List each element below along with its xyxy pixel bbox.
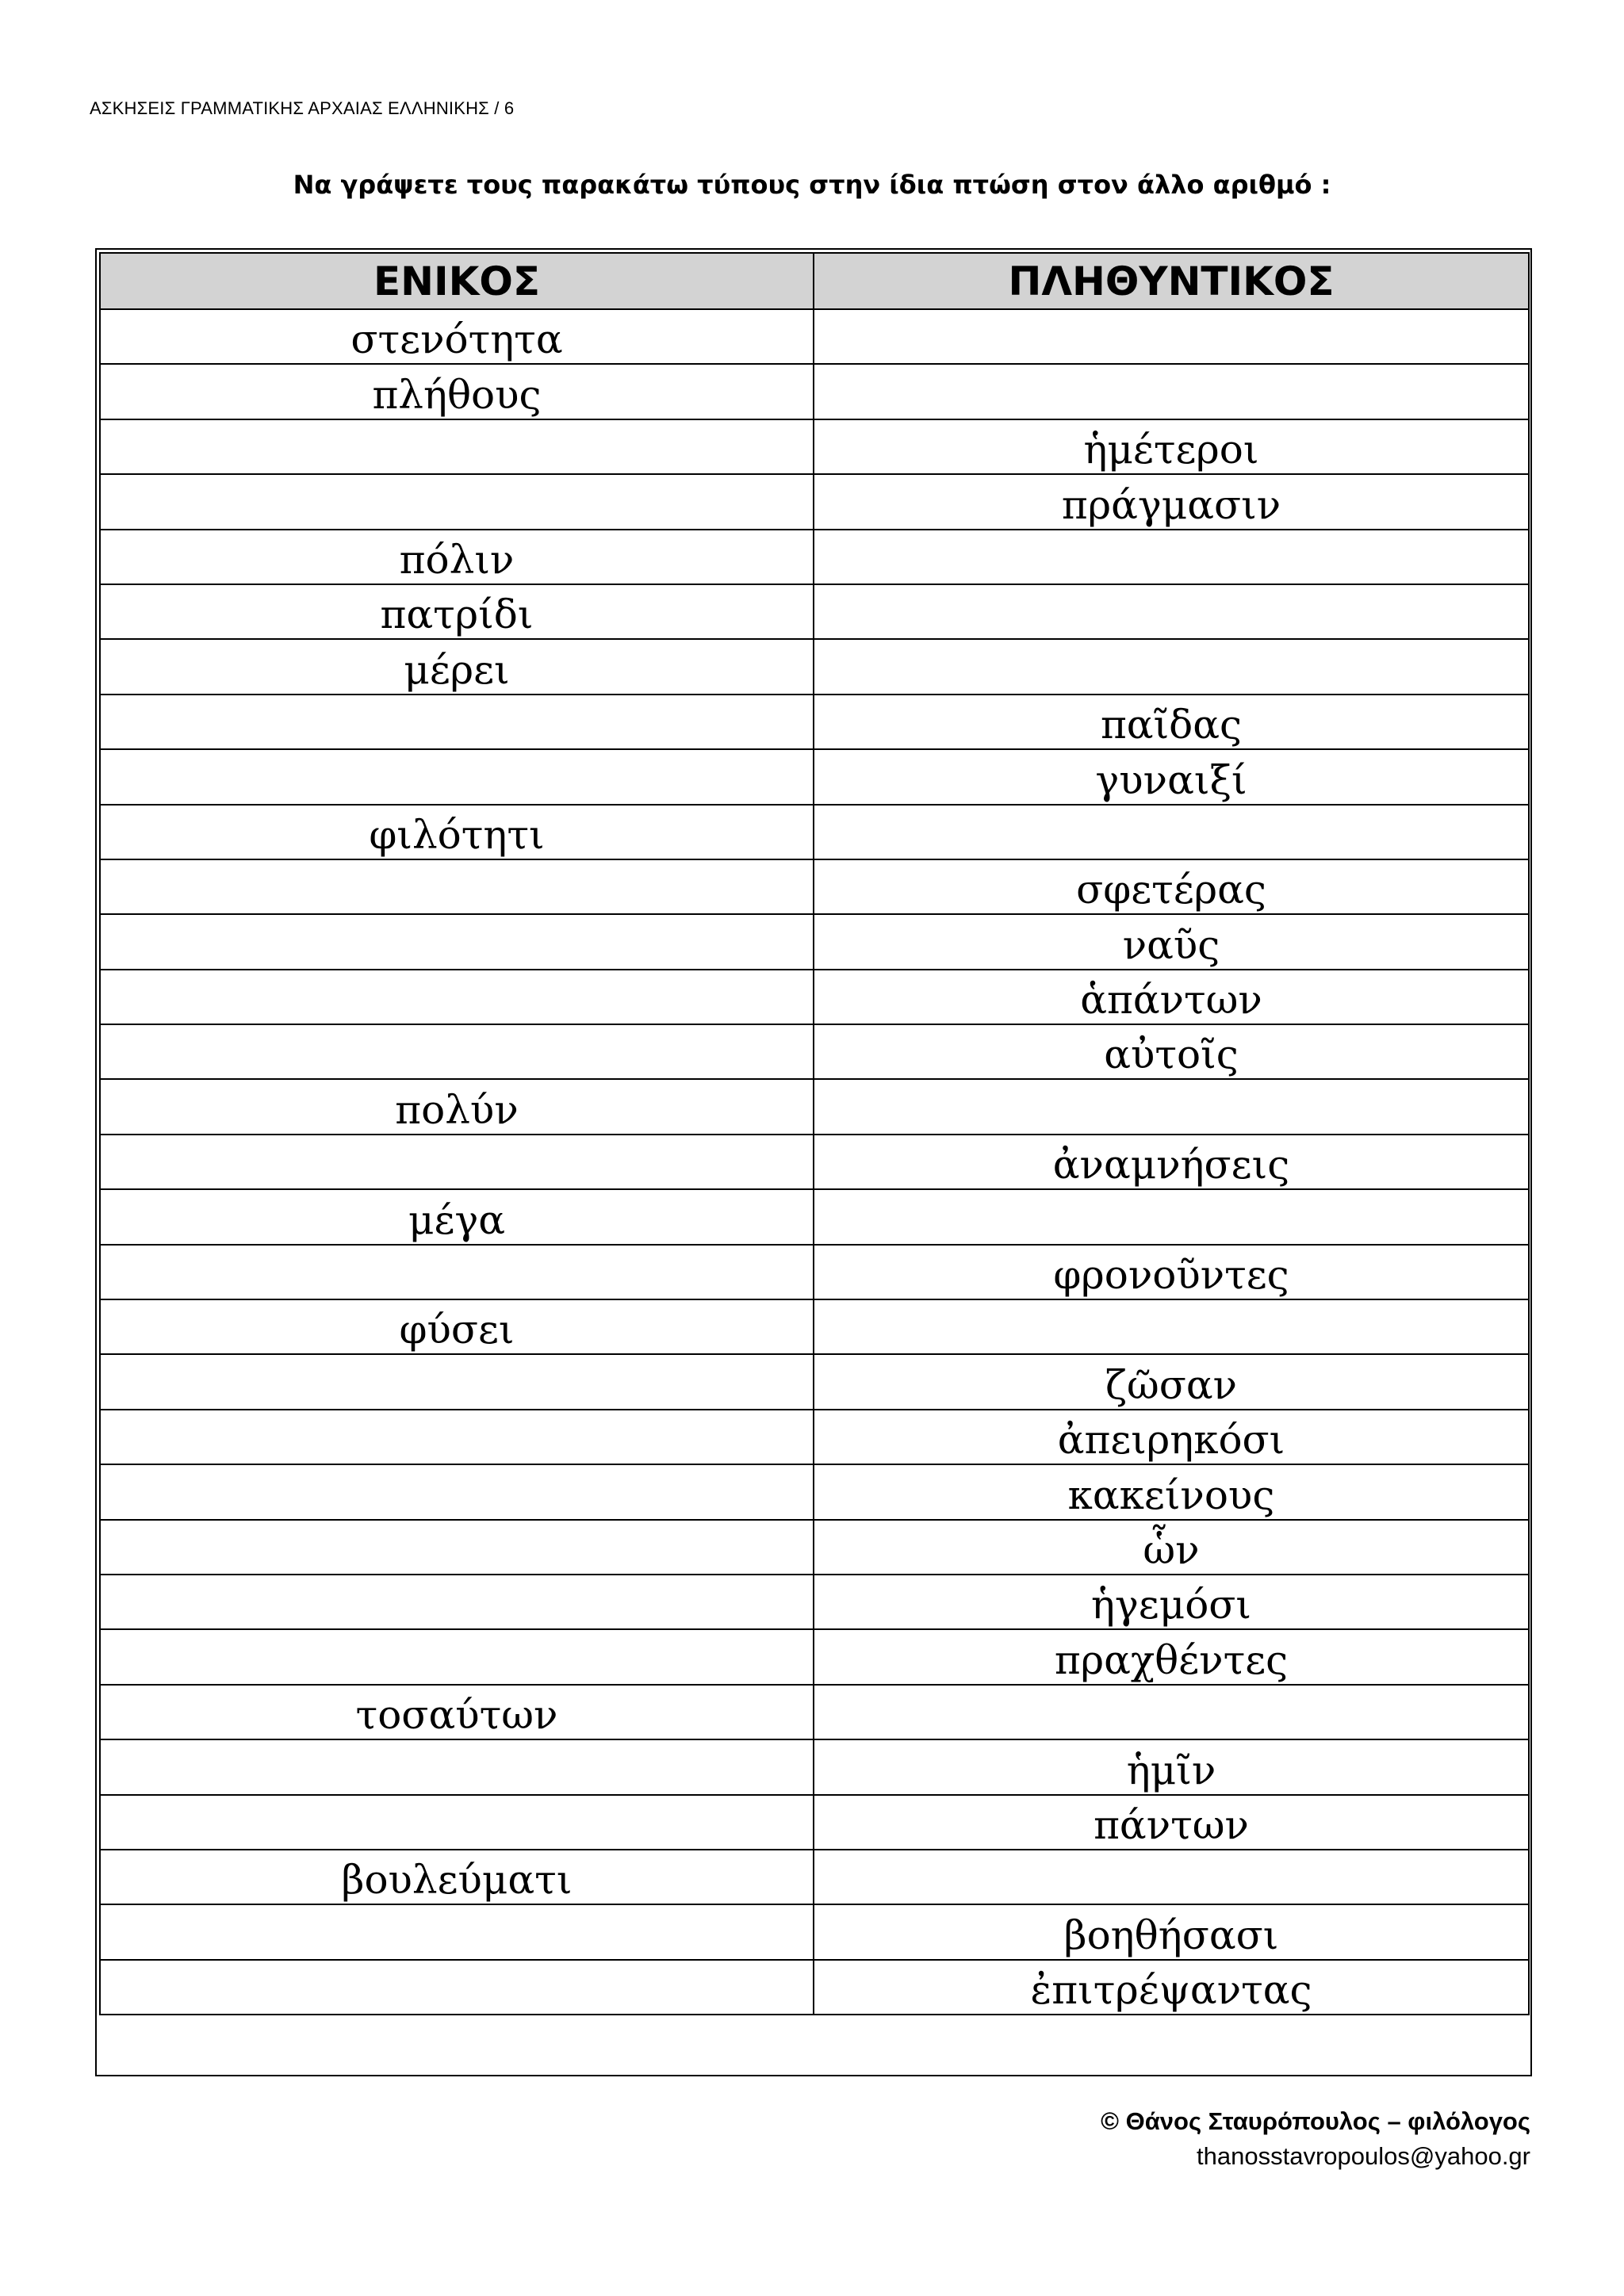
plural-cell[interactable] xyxy=(814,1079,1529,1134)
singular-cell: πατρίδι xyxy=(100,584,814,639)
conversion-table xyxy=(99,252,1530,2015)
column-header-plural: ΠΛΗΘΥΝΤΙΚΟΣ xyxy=(814,253,1529,309)
table-row xyxy=(100,1189,1529,1244)
plural-cell[interactable] xyxy=(814,1299,1529,1354)
singular-cell[interactable] xyxy=(100,474,814,529)
footer xyxy=(1101,2104,1530,2174)
plural-cell: ἀναμνήσεις xyxy=(814,1135,1529,1189)
table-row xyxy=(100,749,1529,804)
table-row xyxy=(100,1685,1529,1739)
plural-cell[interactable] xyxy=(814,1685,1529,1739)
plural-cell: πάντων xyxy=(814,1795,1529,1850)
singular-cell: πλήθους xyxy=(100,364,814,419)
table-row xyxy=(100,1299,1529,1354)
table-row xyxy=(100,584,1529,639)
singular-cell: φύσει xyxy=(100,1299,814,1354)
plural-cell: ναῦς xyxy=(814,914,1529,969)
singular-cell[interactable] xyxy=(100,1520,814,1575)
table-row xyxy=(100,970,1529,1024)
page-header: ΑΣΚΗΣΕΙΣ ΓΡΑΜΜΑΤΙΚΗΣ ΑΡΧΑΙΑΣ ΕΛΛΗΝΙΚΗΣ / 6 xyxy=(90,98,515,118)
plural-cell[interactable] xyxy=(814,805,1529,859)
singular-cell[interactable] xyxy=(100,1410,814,1464)
singular-cell[interactable] xyxy=(100,1024,814,1079)
table-row xyxy=(100,1135,1529,1189)
plural-cell: κακείνους xyxy=(814,1464,1529,1519)
exercise-instruction: Να γράψετε τους παρακάτω τύπους στην ίδια πτώση στον άλλο αριθμό : xyxy=(293,170,1331,200)
plural-cell: πράγμασιν xyxy=(814,474,1529,529)
table-row xyxy=(100,1739,1529,1794)
table-row xyxy=(100,1904,1529,1959)
singular-cell[interactable] xyxy=(100,419,814,474)
singular-cell[interactable] xyxy=(100,1135,814,1189)
footer-email: thanosstavropoulos@yahoo.gr xyxy=(1197,2142,1530,2170)
table-row xyxy=(100,1960,1529,2015)
singular-cell[interactable] xyxy=(100,914,814,969)
plural-cell: ἡμέτεροι xyxy=(814,419,1529,474)
plural-cell: βοηθήσασι xyxy=(814,1904,1529,1959)
table-row xyxy=(100,474,1529,529)
singular-cell[interactable] xyxy=(100,970,814,1024)
singular-cell[interactable] xyxy=(100,1960,814,2015)
plural-cell: ὧν xyxy=(814,1520,1529,1575)
singular-cell[interactable] xyxy=(100,1904,814,1959)
plural-cell: αὐτοῖς xyxy=(814,1024,1529,1079)
plural-cell[interactable] xyxy=(814,1850,1529,1904)
table-row xyxy=(100,1575,1529,1629)
table-row xyxy=(100,914,1529,969)
singular-cell: φιλότητι xyxy=(100,805,814,859)
table-row xyxy=(100,1024,1529,1079)
plural-cell: πραχθέντες xyxy=(814,1629,1529,1684)
table-body xyxy=(100,309,1529,2015)
singular-cell[interactable] xyxy=(100,1575,814,1629)
table-row xyxy=(100,639,1529,694)
table-row xyxy=(100,1079,1529,1134)
singular-cell[interactable] xyxy=(100,749,814,804)
plural-cell[interactable] xyxy=(814,1189,1529,1244)
table-row xyxy=(100,1850,1529,1904)
table-row xyxy=(100,419,1529,474)
singular-cell[interactable] xyxy=(100,1629,814,1684)
table-row xyxy=(100,1629,1529,1684)
singular-cell[interactable] xyxy=(100,859,814,914)
singular-cell[interactable] xyxy=(100,1464,814,1519)
table-row xyxy=(100,805,1529,859)
plural-cell: παῖδας xyxy=(814,695,1529,749)
table-row xyxy=(100,364,1529,419)
plural-cell: ζῶσαν xyxy=(814,1354,1529,1409)
singular-cell[interactable] xyxy=(100,695,814,749)
singular-cell: πολύν xyxy=(100,1079,814,1134)
table-row xyxy=(100,1520,1529,1575)
table-row xyxy=(100,695,1529,749)
table-header-row xyxy=(100,253,1529,309)
plural-cell[interactable] xyxy=(814,639,1529,694)
singular-cell: βουλεύματι xyxy=(100,1850,814,1904)
singular-cell: τοσαύτων xyxy=(100,1685,814,1739)
singular-cell: μέγα xyxy=(100,1189,814,1244)
singular-cell: στενότητα xyxy=(100,309,814,364)
plural-cell: γυναιξί xyxy=(814,749,1529,804)
singular-cell[interactable] xyxy=(100,1245,814,1299)
table-row xyxy=(100,1410,1529,1464)
table-row xyxy=(100,1795,1529,1850)
plural-cell[interactable] xyxy=(814,584,1529,639)
plural-cell: φρονοῦντες xyxy=(814,1245,1529,1299)
plural-cell[interactable] xyxy=(814,309,1529,364)
footer-author: © Θάνος Σταυρόπουλος – φιλόλογος xyxy=(1101,2107,1530,2135)
table-row xyxy=(100,1354,1529,1409)
plural-cell: ἁπάντων xyxy=(814,970,1529,1024)
singular-cell[interactable] xyxy=(100,1795,814,1850)
plural-cell[interactable] xyxy=(814,530,1529,584)
singular-cell[interactable] xyxy=(100,1354,814,1409)
plural-cell: σφετέρας xyxy=(814,859,1529,914)
plural-cell: ἐπιτρέψαντας xyxy=(814,1960,1529,2015)
table-row xyxy=(100,530,1529,584)
column-header-singular: ΕΝΙΚΟΣ xyxy=(100,253,814,309)
singular-cell[interactable] xyxy=(100,1739,814,1794)
table-row xyxy=(100,859,1529,914)
plural-cell: ἀπειρηκόσι xyxy=(814,1410,1529,1464)
plural-cell: ἡμῖν xyxy=(814,1739,1529,1794)
plural-cell: ἡγεμόσι xyxy=(814,1575,1529,1629)
singular-cell: μέρει xyxy=(100,639,814,694)
table-row xyxy=(100,309,1529,364)
singular-cell: πόλιν xyxy=(100,530,814,584)
table-row xyxy=(100,1464,1529,1519)
plural-cell[interactable] xyxy=(814,364,1529,419)
table-row xyxy=(100,1245,1529,1299)
